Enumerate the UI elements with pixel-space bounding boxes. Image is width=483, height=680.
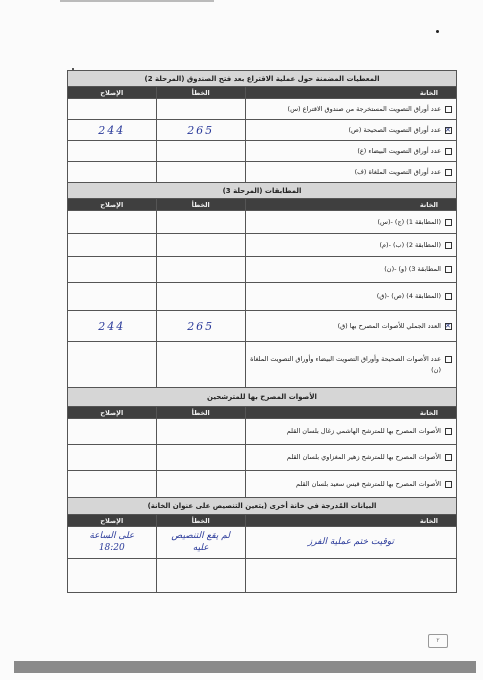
section3-header-row — [68, 407, 457, 419]
header-field: الخانة — [245, 407, 456, 419]
fix-cell — [68, 445, 157, 471]
page-number: ٢ — [428, 634, 448, 648]
header-fix: الإصلاح — [68, 407, 157, 419]
checkbox[interactable] — [445, 454, 452, 461]
fix-cell — [68, 527, 157, 559]
checkbox[interactable] — [445, 242, 452, 249]
checkbox[interactable] — [445, 148, 452, 155]
header-error: الخطأ — [156, 87, 245, 99]
table-row — [68, 471, 457, 498]
error-line: عليه — [192, 542, 209, 553]
error-cell — [156, 283, 245, 311]
fix-cell — [68, 99, 157, 120]
fix-cell — [68, 559, 157, 593]
table-row — [68, 99, 457, 120]
fix-cell — [68, 141, 157, 162]
table-row-empty — [68, 559, 457, 593]
table-row — [68, 283, 457, 311]
section2-title: المطابقات (المرحلة 3) — [68, 183, 457, 199]
table-row — [68, 162, 457, 183]
row-label: (المطابقة 2) (ب) -(م) — [379, 240, 441, 249]
table-row — [68, 311, 457, 342]
error-cell — [156, 527, 245, 559]
row-label: عدد أوراق التصويت الصحيحة (ص) — [348, 125, 441, 134]
section4-title: البيانات المُدرجة في خانة أخرى (يتعين التنصيص على عنوان الخانة) — [68, 498, 457, 515]
header-fix: الإصلاح — [68, 87, 157, 99]
table-row — [68, 445, 457, 471]
section2-title-row — [68, 183, 457, 199]
row-label: العدد الجملي للأصوات المصرح بها (ق) — [337, 321, 441, 330]
checkbox[interactable] — [445, 293, 452, 300]
checkbox[interactable] — [445, 428, 452, 435]
row-label: عدد أوراق التصويت الملغاة (ف) — [354, 167, 441, 176]
row-label: المطابقة 3) (و) -(ن) — [384, 265, 441, 274]
fix-cell — [68, 342, 157, 388]
section1-header-row — [68, 87, 457, 99]
error-cell: 265 — [156, 311, 245, 342]
header-error: الخطأ — [156, 199, 245, 211]
table-row — [68, 120, 457, 141]
header-fix: الإصلاح — [68, 199, 157, 211]
section1-title-row — [68, 71, 457, 87]
error-cell: 265 — [156, 120, 245, 141]
fix-cell — [68, 234, 157, 257]
row-label: عدد الأصوات الصحيحة وأوراق التصويت البيضاء وأوراق التصويت الملغاة (ن) — [250, 355, 441, 374]
table-row — [68, 419, 457, 445]
checkbox[interactable] — [445, 266, 452, 273]
fix-cell: 244 — [68, 311, 157, 342]
fix-cell — [68, 257, 157, 283]
section3-title-row — [68, 388, 457, 407]
table-row — [68, 342, 457, 388]
fix-cell — [68, 162, 157, 183]
section4-header-row — [68, 515, 457, 527]
header-error: الخطأ — [156, 407, 245, 419]
fix-line: على الساعة — [89, 531, 135, 542]
checkbox[interactable] — [445, 481, 452, 488]
error-cell — [156, 419, 245, 445]
table-row — [68, 211, 457, 234]
table-row — [68, 527, 457, 559]
checkbox[interactable] — [445, 356, 452, 363]
table-row — [68, 257, 457, 283]
row-label: الأصوات المصرح بها للمترشح زهير المغزاوي بلسان القلم — [286, 453, 441, 462]
error-cell — [156, 99, 245, 120]
section1-title: المعطيات المضمنة حول عملية الاقتراع بعد فتح الصندوق (المرحلة 2) — [68, 71, 457, 87]
header-field: الخانة — [245, 87, 456, 99]
fix-cell: 244 — [68, 120, 157, 141]
checkbox[interactable] — [445, 106, 452, 113]
section3-title: الأصوات المصرح بها للمترشحين — [68, 388, 457, 407]
scan-speck — [436, 30, 439, 33]
error-cell — [156, 162, 245, 183]
error-cell — [156, 257, 245, 283]
header-error: الخطأ — [156, 515, 245, 527]
header-field: الخانة — [245, 515, 456, 527]
error-cell — [156, 559, 245, 593]
checkbox[interactable] — [445, 169, 452, 176]
error-cell — [156, 471, 245, 498]
fix-line: 18:20 — [98, 542, 125, 553]
section2-header-row — [68, 199, 457, 211]
row-label: الأصوات المصرح بها للمترشح قيس سعيد بلسان القلم — [296, 479, 441, 488]
error-cell — [156, 211, 245, 234]
error-cell — [156, 342, 245, 388]
checkbox[interactable] — [445, 219, 452, 226]
fix-cell — [68, 419, 157, 445]
fix-cell — [68, 471, 157, 498]
error-cell — [156, 445, 245, 471]
checkbox-checked[interactable] — [445, 323, 452, 330]
row-label: عدد أوراق التصويت المستخرجة من صندوق الاقتراع (س) — [287, 104, 441, 113]
header-field: الخانة — [245, 199, 456, 211]
row-label: (المطابقة 4) (ص) -(ق) — [376, 292, 441, 301]
table-row — [68, 141, 457, 162]
checkbox-checked[interactable] — [445, 127, 452, 134]
scan-footer-bar — [14, 661, 476, 673]
error-cell — [156, 234, 245, 257]
table-row — [68, 234, 457, 257]
field-cell — [245, 559, 456, 593]
header-fix: الإصلاح — [68, 515, 157, 527]
row-label: (المطابقة 1) (ج) -(س) — [377, 217, 441, 226]
correction-form — [67, 70, 457, 593]
section4-title-row — [68, 498, 457, 515]
fix-cell — [68, 211, 157, 234]
fix-cell — [68, 283, 157, 311]
field-cell: توقيت ختم عملية الفرز — [245, 527, 456, 559]
row-label: الأصوات المصرح بها للمترشح الهاشمي زغال بلسان القلم — [286, 427, 441, 436]
row-label: عدد أوراق التصويت البيضاء (ع) — [357, 146, 441, 155]
error-cell — [156, 141, 245, 162]
top-rule — [60, 0, 214, 2]
error-line: لم يقع التنصيص — [171, 531, 230, 542]
